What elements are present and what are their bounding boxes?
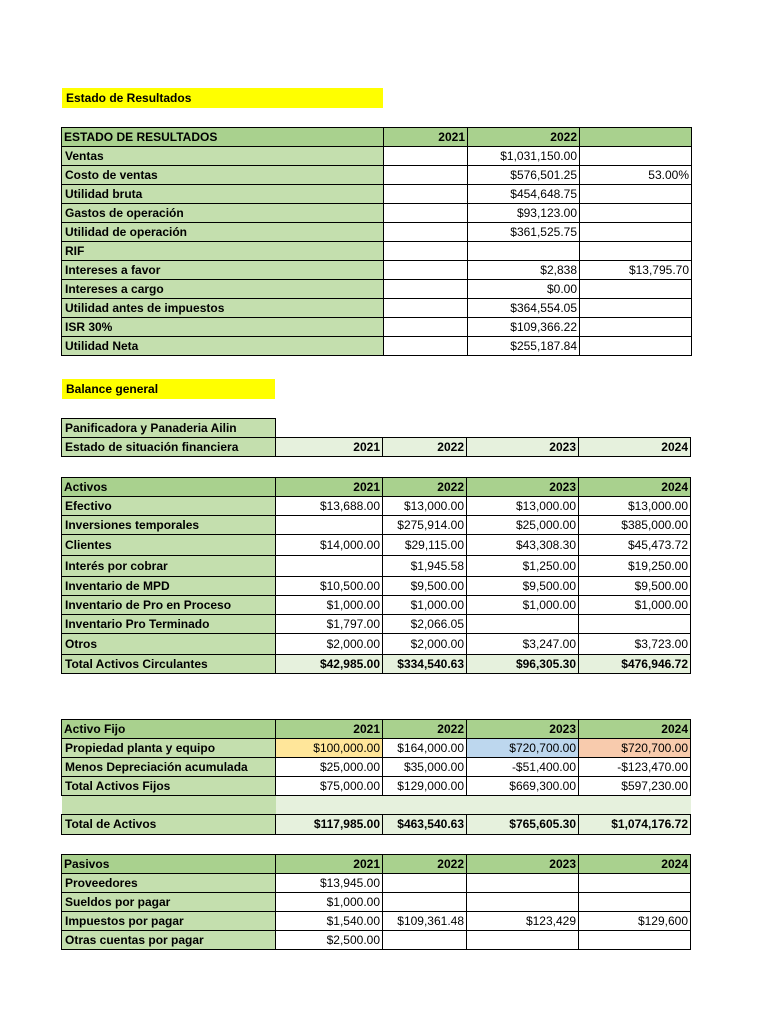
row-value: [579, 893, 691, 912]
pasivos-header-cell: 2021: [276, 855, 383, 874]
table-row: [62, 516, 691, 535]
row-value: [580, 299, 692, 318]
table-row: [62, 280, 692, 299]
table-row: [62, 556, 691, 577]
estado-resultados-title: Estado de Resultados: [62, 88, 383, 108]
row-value: [580, 318, 692, 337]
table-row: [62, 912, 691, 931]
table-row: [62, 634, 691, 655]
row-value: $29,115.00: [383, 535, 467, 556]
row-value: $13,000.00: [467, 497, 579, 516]
balance-general-title: Balance general: [62, 379, 275, 399]
table-row: [62, 337, 692, 356]
row-value: [384, 280, 468, 299]
row-value: $334,540.63: [383, 655, 467, 674]
year-cell: 2021: [276, 438, 383, 457]
row-value: -$123,470.00: [579, 758, 691, 777]
row-value: [384, 261, 468, 280]
pasivos-header-cell: 2023: [467, 855, 579, 874]
row-label: Intereses a favor: [62, 261, 384, 280]
row-value: [580, 204, 692, 223]
row-label: ISR 30%: [62, 318, 384, 337]
row-value: $123,429: [467, 912, 579, 931]
row-value: [384, 318, 468, 337]
er-header-cell: ESTADO DE RESULTADOS: [62, 128, 384, 147]
row-value: [276, 516, 383, 535]
row-value: $1,540.00: [276, 912, 383, 931]
spacer-cell: [383, 796, 467, 814]
table-row: [62, 893, 691, 912]
row-label: Interés por cobrar: [62, 556, 276, 577]
row-value: [467, 893, 579, 912]
row-value: $275,914.00: [383, 516, 467, 535]
table-row: [62, 261, 692, 280]
row-value: $597,230.00: [579, 777, 691, 796]
pasivos-header-cell: 2024: [579, 855, 691, 874]
row-value: $3,723.00: [579, 634, 691, 655]
row-value: [580, 223, 692, 242]
row-value: $13,000.00: [579, 497, 691, 516]
table-row: [62, 166, 692, 185]
row-label: Menos Depreciación acumulada: [62, 758, 276, 777]
row-value: [579, 874, 691, 893]
row-value: $476,946.72: [579, 655, 691, 674]
table-row: [62, 147, 692, 166]
table-row: [62, 577, 691, 596]
row-label: Otros: [62, 634, 276, 655]
row-value: [580, 147, 692, 166]
row-value: $100,000.00: [276, 739, 383, 758]
row-label: Total de Activos: [62, 814, 276, 834]
row-value: [468, 242, 580, 261]
er-header-row: [62, 128, 692, 147]
table-row: [62, 777, 691, 796]
row-value: $2,000.00: [276, 634, 383, 655]
year-cell: 2022: [383, 438, 467, 457]
situacion-label: Estado de situación financiera: [62, 438, 276, 457]
row-value: $13,000.00: [383, 497, 467, 516]
row-label: Intereses a cargo: [62, 280, 384, 299]
row-value: $576,501.25: [468, 166, 580, 185]
row-value: [579, 615, 691, 634]
row-value: $1,031,150.00: [468, 147, 580, 166]
row-label: Ventas: [62, 147, 384, 166]
activos-header-cell: 2022: [383, 478, 467, 497]
row-label: Total Activos Fijos: [62, 777, 276, 796]
row-value: $2,066.05: [383, 615, 467, 634]
company-name: Panificadora y Panaderia Ailin: [62, 419, 276, 438]
row-value: $2,000.00: [383, 634, 467, 655]
row-value: $13,945.00: [276, 874, 383, 893]
table-row: [62, 223, 692, 242]
table-row: [62, 242, 692, 261]
row-value: $14,000.00: [276, 535, 383, 556]
row-label: Utilidad de operación: [62, 223, 384, 242]
row-value: $2,838: [468, 261, 580, 280]
row-value: $117,985.00: [276, 814, 383, 834]
row-label: Clientes: [62, 535, 276, 556]
row-value: [384, 147, 468, 166]
row-label: Utilidad bruta: [62, 185, 384, 204]
row-value: $25,000.00: [467, 516, 579, 535]
row-value: $10,500.00: [276, 577, 383, 596]
row-value: $1,000.00: [383, 596, 467, 615]
row-value: [579, 931, 691, 950]
row-value: $1,000.00: [579, 596, 691, 615]
row-value: [383, 874, 467, 893]
row-value: $720,700.00: [467, 739, 579, 758]
row-value: $2,500.00: [276, 931, 383, 950]
row-value: $129,600: [579, 912, 691, 931]
row-value: $9,500.00: [383, 577, 467, 596]
row-value: $1,074,176.72: [579, 814, 691, 834]
row-label: Efectivo: [62, 497, 276, 516]
row-value: $669,300.00: [467, 777, 579, 796]
pasivos-header-cell: 2022: [383, 855, 467, 874]
table-row: [62, 739, 691, 758]
row-value: $765,605.30: [467, 814, 579, 834]
er-header-cell: 2021: [384, 128, 468, 147]
spacer-cell: [276, 796, 383, 814]
row-value: [384, 337, 468, 356]
row-label: Inventario de MPD: [62, 577, 276, 596]
activos-header-row: [62, 478, 691, 497]
row-value: [384, 185, 468, 204]
row-value: $109,366.22: [468, 318, 580, 337]
row-value: $13,795.70: [580, 261, 692, 280]
spacer-row: [62, 796, 691, 814]
table-row: [62, 931, 691, 950]
er-header-cell: 2022: [468, 128, 580, 147]
activos-table: [61, 477, 691, 674]
row-label: RIF: [62, 242, 384, 261]
row-value: $43,308.30: [467, 535, 579, 556]
er-header-cell: [580, 128, 692, 147]
row-value: $385,000.00: [579, 516, 691, 535]
row-value: $364,554.05: [468, 299, 580, 318]
row-label: Inversiones temporales: [62, 516, 276, 535]
row-value: $19,250.00: [579, 556, 691, 577]
row-value: -$51,400.00: [467, 758, 579, 777]
row-value: $1,000.00: [276, 596, 383, 615]
row-value: [383, 931, 467, 950]
row-label: Gastos de operación: [62, 204, 384, 223]
row-value: $93,123.00: [468, 204, 580, 223]
situacion-row: [62, 438, 691, 457]
row-value: $454,648.75: [468, 185, 580, 204]
row-value: $1,000.00: [467, 596, 579, 615]
activo-fijo-table: [61, 719, 691, 835]
table-row: [62, 204, 692, 223]
row-value: [580, 242, 692, 261]
row-value: $35,000.00: [383, 758, 467, 777]
row-value: $25,000.00: [276, 758, 383, 777]
table-row: [62, 497, 691, 516]
activos-header-cell: Activos: [62, 478, 276, 497]
row-value: $129,000.00: [383, 777, 467, 796]
row-value: [384, 204, 468, 223]
row-label: Utilidad antes de impuestos: [62, 299, 384, 318]
row-value: $255,187.84: [468, 337, 580, 356]
year-cell: 2023: [467, 438, 579, 457]
table-row: [62, 535, 691, 556]
fijo-header-cell: 2021: [276, 720, 383, 739]
row-label: Utilidad Neta: [62, 337, 384, 356]
row-value: [384, 166, 468, 185]
total-activos-row: [62, 814, 691, 834]
fijo-header-cell: 2023: [467, 720, 579, 739]
pasivos-table: [61, 854, 691, 950]
table-row: [62, 615, 691, 634]
table-row: [62, 299, 692, 318]
row-label: Propiedad planta y equipo: [62, 739, 276, 758]
row-value: $164,000.00: [383, 739, 467, 758]
table-row: [62, 596, 691, 615]
row-value: [383, 893, 467, 912]
spacer-cell: [467, 796, 579, 814]
row-value: $720,700.00: [579, 739, 691, 758]
row-value: [467, 874, 579, 893]
row-label: Costo de ventas: [62, 166, 384, 185]
row-value: [580, 185, 692, 204]
row-value: [580, 280, 692, 299]
row-value: $75,000.00: [276, 777, 383, 796]
table-row: [62, 758, 691, 777]
row-value: $361,525.75: [468, 223, 580, 242]
row-label: Inventario Pro Terminado: [62, 615, 276, 634]
fijo-header-cell: Activo Fijo: [62, 720, 276, 739]
row-value: [384, 242, 468, 261]
row-value: $1,000.00: [276, 893, 383, 912]
row-value: [467, 931, 579, 950]
row-label: Total Activos Circulantes: [62, 655, 276, 674]
spacer-cell: [62, 796, 276, 814]
row-value: 53.00%: [580, 166, 692, 185]
row-value: $42,985.00: [276, 655, 383, 674]
row-value: $9,500.00: [467, 577, 579, 596]
row-value: $463,540.63: [383, 814, 467, 834]
activos-header-cell: 2023: [467, 478, 579, 497]
pasivos-header-row: [62, 855, 691, 874]
row-label: Sueldos por pagar: [62, 893, 276, 912]
row-value: $96,305.30: [467, 655, 579, 674]
pasivos-header-cell: Pasivos: [62, 855, 276, 874]
company-header-table: [61, 418, 691, 457]
row-value: $1,797.00: [276, 615, 383, 634]
row-label: Otras cuentas por pagar: [62, 931, 276, 950]
row-value: [580, 337, 692, 356]
spacer-cell: [579, 796, 691, 814]
row-value: $1,250.00: [467, 556, 579, 577]
row-value: $13,688.00: [276, 497, 383, 516]
row-value: [384, 223, 468, 242]
year-cell: 2024: [579, 438, 691, 457]
table-row: [62, 874, 691, 893]
row-value: $3,247.00: [467, 634, 579, 655]
row-value: [384, 299, 468, 318]
total-activos-circulantes-row: [62, 655, 691, 674]
activos-header-cell: 2021: [276, 478, 383, 497]
fijo-header-row: [62, 720, 691, 739]
row-label: Proveedores: [62, 874, 276, 893]
row-label: Impuestos por pagar: [62, 912, 276, 931]
fijo-header-cell: 2022: [383, 720, 467, 739]
estado-resultados-table: [61, 127, 692, 356]
row-value: $0.00: [468, 280, 580, 299]
table-row: [62, 318, 692, 337]
row-value: $1,945.58: [383, 556, 467, 577]
activos-header-cell: 2024: [579, 478, 691, 497]
table-row: [62, 185, 692, 204]
fijo-header-cell: 2024: [579, 720, 691, 739]
row-value: [276, 556, 383, 577]
row-value: [467, 615, 579, 634]
row-value: $109,361.48: [383, 912, 467, 931]
row-value: $9,500.00: [579, 577, 691, 596]
row-label: Inventario de Pro en Proceso: [62, 596, 276, 615]
row-value: $45,473.72: [579, 535, 691, 556]
